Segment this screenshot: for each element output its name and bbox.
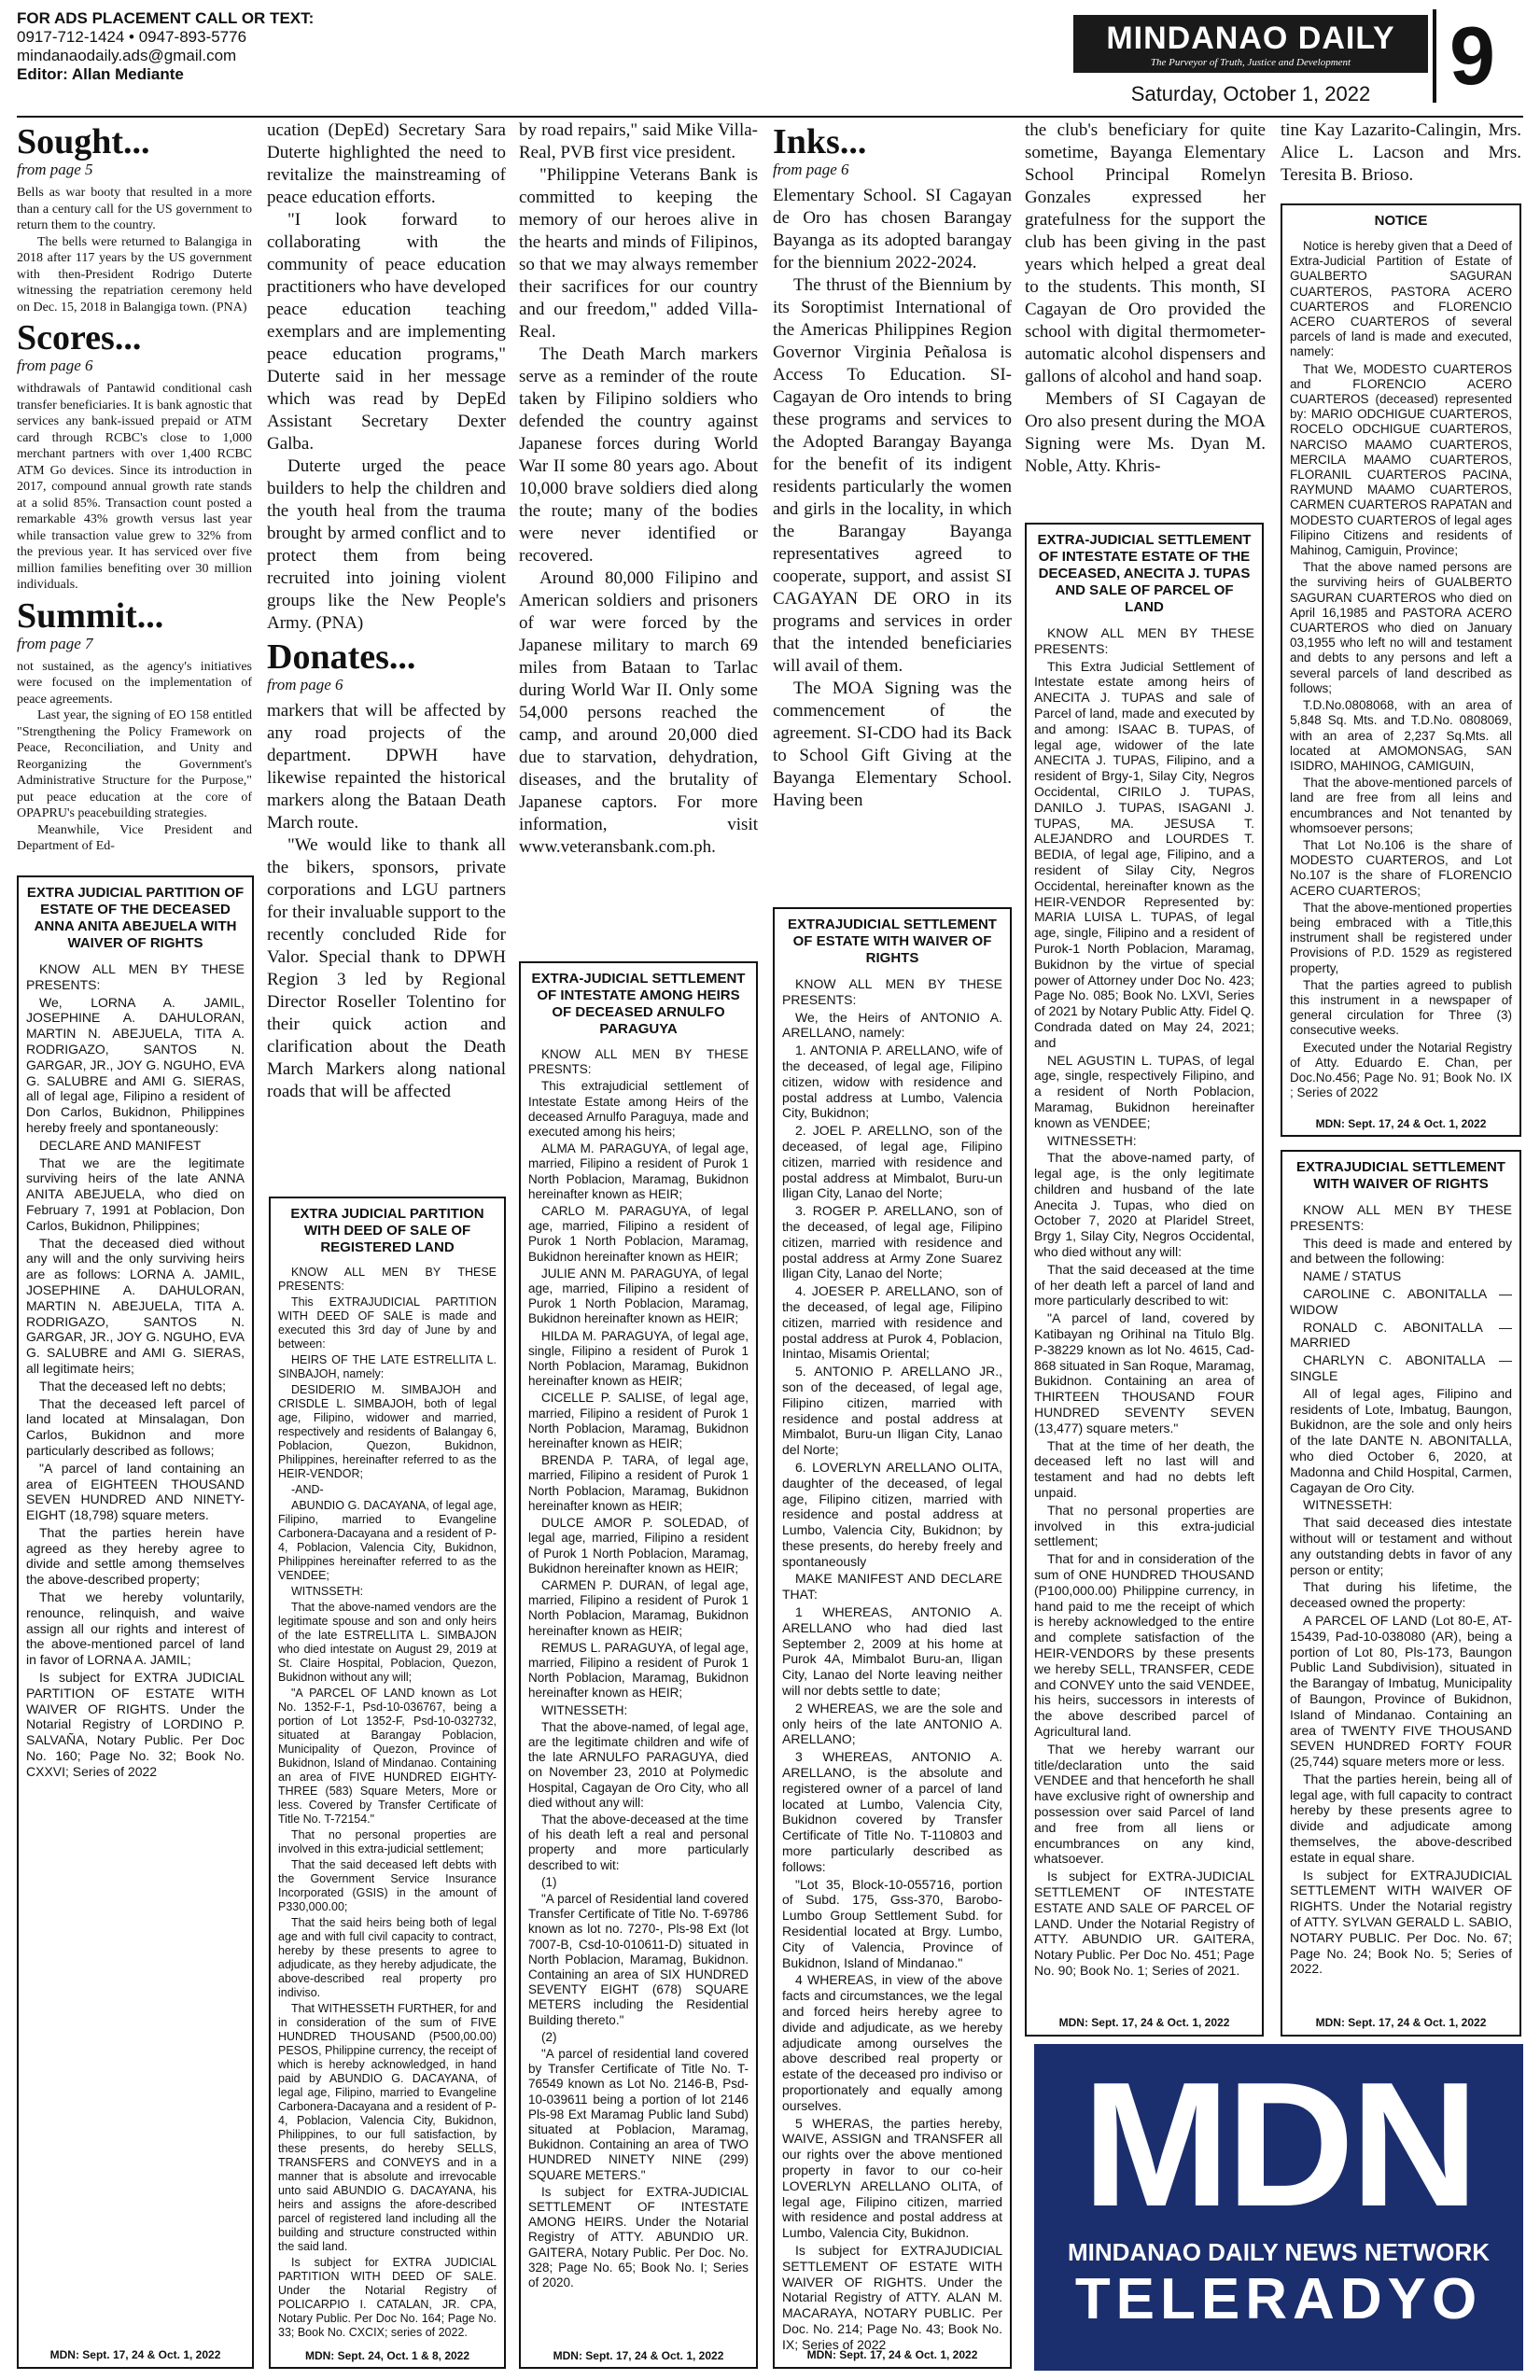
notice-simbajoh (269, 1197, 506, 2369)
notice-paragraph: That the above named persons are the surviving heirs of GUALBERTO SAGURAN CUARTEROS who died on April 16,1985 and PASTORA ACERO CUARTEROS who died on January 03,1955 who left no will and testament and debts to any persons and left a several parcels of land described as follows; (1290, 560, 1512, 695)
issue-date: Saturday, October 1, 2022 (1130, 82, 1371, 105)
notice-title: EXTRA JUDICIAL PARTITION WITH DEED OF SALE OF REGISTERED LAND (290, 1206, 484, 1255)
notice-tupas (1025, 523, 1264, 2037)
notice-paragraph: HEIRS OF THE LATE ESTRELLITA L. SINBAJOH, namely: (278, 1353, 497, 1380)
notice-paragraph: 4. JOESER P. ARELLANO, son of the deceased, of legal age, Filipino citizen, married with residence and postal address at Purok 4, Poblacion, Inintao, Misamis Oriental; (782, 1283, 1002, 1362)
notice-paragraph: That the deceased died without any will and the only surviving heirs are as follows: LORNA A. JAMIL, JOSEPHINE A. DAHULORAN, MARTIN N. ABEJUELA, TITA A. RODRIGAZO, SANTOS N. GARGAR, JR., JOY G. NGUHO, EVA G. SALUBRE and AMI G. SIERAS, all legitimate heirs; (26, 1235, 245, 1376)
donates2-p1: by road repairs," said Mike Villa-Real, PVB first vice president. (519, 120, 758, 162)
summit-p1: not sustained, as the agency's initiatives were focused on the implementation of peace agreements. (17, 659, 252, 707)
notice-paragraph: -AND- (291, 1483, 324, 1496)
notice-paragraph: That the said heirs being both of legal age and with full civil capacity to contract, hereby by these presents to agree to adjudicate, as they hereby adjudicate, the above-described real property pro indiviso. (278, 1916, 497, 1999)
column-4 (773, 119, 1012, 812)
notice-paragraph: That the deceased left parcel of land located at Minsalagan, Don Carlos, Bukidnon and more particularly described as follows; (26, 1395, 245, 1458)
notice-paragraph: Is subject for EXTRAJUDICIAL SETTLEMENT OF ESTATE WITH WAIVER OF RIGHTS. Under the Notarial Registry of ATTY. ALAN M. MACARAYA, NOTARY PUBLIC. Per Doc. No. 214; Page No. 43; Book No. IX; Series of 2022 (782, 2242, 1002, 2352)
summit-p3: Meanwhile, Vice President and Department of Ed- (17, 822, 252, 853)
notice-paragraph: DECLARE AND MANIFEST (39, 1137, 202, 1153)
inks-from: from page 6 (773, 161, 849, 178)
notice-paragraph: "Lot 35, Block-10-055716, portion of Subd. 175, Gss-370, Barobo-Lumbo Group Settlement Subd. for Residential located at Brgy. Lumbo, City of Valencia, Province of Bukidnon, Island of Mindanao." (782, 1876, 1002, 1970)
ads-line: FOR ADS PLACEMENT CALL OR TEXT: (17, 9, 315, 27)
notice-paragraph: Is subject for EXTRA-JUDICIAL SETTLEMENT OF INTESTATE ESTATE AND SALE OF PARCEL OF LAND. Under the Notarial Registry of ATTY. ABUNDIO UR. GAITERA, Notary Public. Per Doc No. 451; Page No. 90; Book No. 1; Series of 2021. (1034, 1869, 1254, 1978)
notice-paragraph: 3. ROGER P. ARELLANO, son of the deceased, of legal age, Filipino citizen, married with residence and postal address at Army Zone Suarez Iligan City, Lanao del Norte; (782, 1203, 1002, 1281)
notice-paragraph: CAROLINE C. ABONITALLA — WIDOW (1290, 1285, 1512, 1317)
notice-paragraph: That for and in consideration of the sum of ONE HUNDRED THOUSAND (P100,000.00) Philippine currency, in hand paid to me the receipt of which is hereby acknowledged to the entire and complete satisfaction of the HEIR-VENDORS by these presents we hereby SELL, TRANSFER, CEDE and CONVEY unto the said VENDEE, his heirs, successors in interests of the above described parcel of Agricultural land. (1034, 1551, 1254, 1739)
masthead-logo (1073, 15, 1428, 73)
column-1 (17, 119, 252, 855)
notice-publication-dates: MDN: Sept. 24, Oct. 1 & 8, 2022 (304, 2349, 470, 2362)
notice-paragraph: WITNESSETH: (1047, 1132, 1137, 1148)
notice-paragraph: 1. ANTONIA P. ARELLANO, wife of the deceased, of legal age, Filipino citizen, widow with residence and postal address at Lumbo, Valencia City, Bukidnon; (782, 1043, 1002, 1121)
ads-contact (17, 9, 521, 84)
notice-paragraph: That the parties herein, being all of legal age, with full capacity to contract hereby by these presents agree to divide and adjudicate among themselves, the above-described estate in equal share. (1290, 1771, 1512, 1865)
notice-cuarteros (1281, 203, 1521, 1137)
notice-paragraph: Executed under the Notarial Registry of Atty. Eduardo E. Chan, per Doc.No.456; Page No. 91; Book No. IX ; Series of 2022 (1290, 1040, 1512, 1100)
summit-kicker: Summit... (17, 595, 164, 636)
notice-paragraph: This extrajudicial settlement of Intestate Estate among Heirs of the deceased Arnulfo Paraguya, made and executed among his heirs; (528, 1079, 749, 1140)
mdn-logo: MDN (1082, 2046, 1476, 2244)
sought-p2: The bells were returned to Balangiga in 2018 after 117 years by the US government with then-President Rodrigo Duterte witnessing the repatriation ceremony held on Dec. 15, 2018 in Balangiga town. (PNA) (17, 234, 252, 315)
notice-title: NOTICE (1374, 213, 1428, 229)
notice-paragraph: T.D.No.0808068, with an area of 5,848 Sq. Mts. and T.D.No. 0808069, with an area of 2,237 Sq.Mts. all located at AMOMONSAG, SAN ISIDRO, MAHINOG, CAMIGUIN, (1290, 698, 1512, 773)
notice-paragraph: 5 WHERAS, the parties hereby, WAIVE, ASSIGN and TRANSFER all our rights over the above mentioned property in favor to our co-heir LOVERLYN ARELLANO OLITA, of legal age, Filipino citizen, married with residence and postal address at Lumbo, Valencia City, Bukidnon. (782, 2115, 1002, 2241)
inks-kicker: Inks... (773, 122, 867, 161)
notice-paragraph: "A PARCEL OF LAND known as Lot No. 1352-F-1, Psd-10-036767, being a portion of Lot 1352-F, Psd-10-032732, situated at Barangay Poblacion, Municipality of Quezon, Province of Bukidnon, Island of Mindanao. Containing an area of FIVE HUNDRED EIGHTY-THREE (583) Square Meters, More or less. Covered by Transfer Certificate of Title No. T-72154." (278, 1687, 497, 1826)
notice-paragraph: That the above-named party, of legal age, is the only legitimate children and husband of the late Anecita J. Tupas, who died on October 7, 2020 at Plaridel Street, Brgy 1, Silay City, Negros Occidental, who died without any will: (1034, 1150, 1254, 1260)
notice-abonitalla (1281, 1150, 1521, 2037)
notice-paragraph: That the parties herein have agreed as they hereby agree to divide and settle among themselves the above-described property; (26, 1524, 245, 1588)
notice-paragraph: KNOW ALL MEN BY THESE PRESENTS: (278, 1266, 497, 1293)
notice-paragraph: 5. ANTONIO P. ARELLANO JR., son of the deceased, of legal age, Filipino citizen, married with residence and postal address at Mimbalot, Buru-un Iligan City, Lanao del Norte; (782, 1364, 1002, 1458)
notice-paragraph: MAKE MANIFEST AND DECLARE THAT: (782, 1571, 1002, 1603)
scores-from: from page 6 (17, 357, 93, 374)
notice-paragraph: "A parcel of land, covered by Katibayan ng Orihinal na Titulo Blg. P-38229 known as lot No. 4615, Cad-868 situated in San Roque, Maramag, Bukidnon. Containing an area of THIRTEEN THOUSAND FOUR HUNDRED SEVENTY SEVEN (13,477) square meters." (1034, 1310, 1254, 1435)
notice-paragraph: That the above-named vendors are the legitimate spouse and son and only heirs of the late ESTRELLITA L. SIMBAJON who died intestate on August 29, 2019 at St. Claire Hospital, Poblacion, Quezon, Bukidnon without any will; (278, 1601, 497, 1684)
notice-publication-dates: MDN: Sept. 17, 24 & Oct. 1, 2022 (1315, 2016, 1487, 2030)
notice-paragraph: That the said deceased left debts with the Government Service Insurance Incorporated (GSIS) in the amount of P330,000.00; (278, 1858, 497, 1913)
notice-paragraph: HILDA M. PARAGUYA, of legal age, single, Filipino a resident of Purok 1 North Poblacion, Maramag, Bukidnon hereinafter known as HEIR; (528, 1328, 749, 1389)
notice-paragraph: Is subject for EXTRA JUDICIAL PARTITION WITH DEED OF SALE. Under the Notarial Registry of POLICARPIO I. CATALAN, JR. CPA, Notary Public. Per Doc No. 164; Page No. 33; Book No. CXCIX; series of 2022. (278, 2256, 497, 2339)
ads-phones: 0917-712-1424 • 0947-893-5776 (17, 28, 247, 46)
editor-line: Editor: Allan Mediante (17, 65, 184, 83)
notice-paragraph: 4 WHEREAS, in view of the above facts and circumstances, we the legal and forced heirs hereby agree to divide and adjudicate, as we hereby adjudicate among ourselves the above described real property or estate of the deceased pro indiviso or proportionately and equally among ourselves. (782, 1972, 1002, 2113)
summit2-p1: ucation (DepEd) Secretary Sara Duterte highlighted the need to revitalize the mainstreaming of peace education efforts. (267, 120, 506, 207)
notice-paragraph: That during his lifetime, the deceased owned the property: (1290, 1579, 1512, 1611)
notice-paragraph: That the above-mentioned properties being embraced with a Title,this instrument shall be registered under Provisions of P.D. 1529 as registered property, (1290, 900, 1512, 975)
inks-p1: Elementary School. SI Cagayan de Oro has chosen Barangay Bayanga as its adopted barangay for the biennium 2022-2024. (773, 186, 1012, 273)
notice-paragraph: "A parcel of residential land covered by Transfer Certificate of Title No. T-76549 known as Lot No. 2146-B, Psd-10-039611 being a portion of lot 2146 Pls-98 Ext Maramag Public land Subd) situated at Poblacion, Maramag, Bukidnon. Containing an area of TWO HUNDRED NINETY NINE (299) SQUARE METERS." (528, 2047, 749, 2182)
summit2-p2: "I look forward to collaborating with the community of peace education practitioners who have developed peace education teaching exemplars and are implementing peace education programs," Duterte said in her message which was read by DepEd Assistant Secretary Dexter Galba. (267, 210, 506, 454)
notice-paragraph: 1 WHEREAS, ANTONIO A. ARELLANO who had died last September 2, 2009 at his home at Purok 4A, Mimbalot Buru-an, Iligan City, Lanao del Norte leaving neither will nor debts settle to date; (782, 1604, 1002, 1699)
notice-paragraph: CHARLYN C. ABONITALLA — SINGLE (1290, 1352, 1512, 1383)
notice-paragraph: Is subject for EXTRA-JUDICIAL SETTLEMENT OF INTESTATE AMONG HEIRS. Under the Notarial Registry of ATTY. ABUNDIO UR. GAITERA, Notary Public. Per Doc. No. 328; Page No. 65; Book No. I; Series of 2020. (528, 2184, 749, 2290)
notice-paragraph: That WITHESSETH FURTHER, for and in consideration of the sum of FIVE HUNDRED THOUSAND (P500,00.00) PESOS, Philippine currency, the receipt of which is hereby acknowledged, in hand paid by ABUNDIO G. DACAYANA, of legal age, Filipino, married to Evangeline Carbonera-Dacayana and a resident of P-4, Poblacion, Valencia City, Bukidnon, Philippines, to our full satisfaction, by these presents, do hereby SELLS, TRANSFERS and CONVEYS and in a manner that is absolute and irrevocable unto said ABUNDIO G. DACAYANA, his heirs and assigns the afore-described parcel of registered land including all the building and structure constructed within the said land. (278, 2002, 497, 2253)
mdn-teleradyo: TELERADYO (1074, 2267, 1483, 2331)
notice-paragraph: NAME / STATUS (1303, 1268, 1402, 1284)
notice-publication-dates: MDN: Sept. 17, 24 & Oct. 1, 2022 (553, 2348, 724, 2362)
sought-from: from page 5 (17, 161, 93, 178)
notice-paragraph: KNOW ALL MEN BY THESE PRESENTS: (1290, 1202, 1512, 1233)
notice-paragraph: That We, MODESTO CUARTEROS and FLORENCIO ACERO CUARTEROS (deceased) represented by: MARIO ODCHIGUE CUARTEROS, ROCELO ODCHIGUE CUARTEROS, NARCISO MAAMO CUARTEROS, MERCILA MAAMO CUARTEROS, FLORANIL CUARTEROS PACINA, RAYMUND MAAMO CUARTEROS, CARMEN CUARTEROS RAPATAN and MODESTO CUARTEROS of legal ages Filipino Citizens and residents of Mahinog, Camiguin, Province; (1290, 361, 1512, 558)
notice-paragraph: That the above-named, of legal age, are the legitimate children and wife of the late ARNULFO PARAGUYA, died on November 23, 2010 at Polymedic Hospital, Cagayan de Oro City, who all died without any will: (528, 1719, 749, 1810)
notice-paragraph: This Extra Judicial Settlement of Intestate estate among heirs of ANECITA J. TUPAS and sale of Parcel of land, made and executed by and among: ISAAC B. TUPAS, of legal age, widower of the late ANECITA J. TUPAS, Filipino, and a resident of Brgy-1, Silay City, Negros Occidental, CIRILO J. TUPAS, DANILO J. TUPAS, ISAGANI J. TUPAS, MA. JESUSA T. ALEJANDRO and LOURDES T. BEDIA, of legal age, Filipino, and a resident of Silay City, Negros Occidental, hereinafter known as the HEIR-VENDOR Represented by: MARIA LUISA L. TUPAS, of legal age, single, Filipino and a resident of Purok-1 North Poblacion, Maramag, Bukidnon by the virtue of special power of Attorney under Doc No. 423; Page No. 085; Book No. LXVI, Series of 2021 by Notary Public Atty. Fidel Q. Condrada dated on May 24, 2021; and (1034, 658, 1254, 1050)
notice-paragraph: ABUNDIO G. DACAYANA, of legal age, Filipino, married to Evangeline Carbonera-Dacayana and a resident of P-4, Poblacion, Valencia City, Bukidnon, Philippines hereinafter referred to as the VENDEE; (278, 1499, 497, 1582)
notice-arellano (773, 907, 1012, 2369)
donates-p1: markers that will be affected by any road projects of the department. DPWH have likewise repainted the historical markers along the Bataan Death March route. (267, 701, 506, 833)
summit2-p3: Duterte urged the peace builders to help the children and the youth heal from the trauma brought by armed conflict and to protect them from being recruited into joining violent groups like the New People's Army. (PNA) (267, 456, 506, 633)
sought-p1: Bells as war booty that resulted in a more than a century call for the US government to return them to the country. (17, 186, 252, 232)
notice-paragraph: NEL AGUSTIN L. TUPAS, of legal age, single, respectively Filipino, and a resident of North Poblacion, Maramag, Bukidnon hereinafter known as VENDEE; (1034, 1052, 1254, 1130)
column-3 (519, 119, 758, 859)
notice-paragraph: We, the Heirs of ANTONIO A. ARELLANO, namely: (782, 1009, 1002, 1041)
notice-paragraph: (1) (541, 1874, 557, 1889)
notice-title: EXTRA JUDICIAL PARTITION OF ESTATE OF THE DECEASED ANNA ANITA ABEJUELA WITH WAIVER OF RIGHTS (26, 885, 245, 951)
donates2-p2: "Philippine Veterans Bank is committed to keeping the memory of our heroes alive in the hearts and minds of Filipinos, so that we may always remember their sacrifices for our country and our freedom," added Villa-Real. (519, 165, 758, 342)
inks3-p1: tine Kay Lazarito-Calingin, Mrs. Alice L. Lacson and Mrs. Teresita B. Brioso. (1281, 120, 1521, 185)
notice-paragraph: RONALD C. ABONITALLA — MARRIED (1290, 1319, 1512, 1351)
notice-paragraph: That the said deceased at the time of her death left a parcel of land and more particularly described to wit: (1034, 1261, 1254, 1309)
notice-paragraph: "A parcel of land containing an area of EIGHTEEN THOUSAND SEVEN HUNDRED AND NINETY-EIGHT (18,798) square meters. (26, 1460, 245, 1523)
notice-paragraph: WITNESSETH: (541, 1702, 628, 1717)
column-6 (1281, 119, 1521, 187)
notice-title: EXTRA-JUDICIAL SETTLEMENT OF INTESTATE AMONG HEIRS OF DECEASED ARNULFO PARAGUYA (531, 971, 746, 1037)
notice-paragraph: That the parties agreed to publish this instrument in a newspaper of general circulation for Three (3) consecutive weeks. (1290, 977, 1512, 1038)
inks-p3: The MOA Signing was the commencement of the agreement. SI-CDO had its Back to School Gift Giving at the Bayanga Elementary School. Having been (773, 679, 1012, 810)
notice-paragraph: 2 WHEREAS, we are the sole and only heirs of the late ANTONIO A. ARELLANO; (782, 1700, 1002, 1747)
notice-paragraph: That the above-mentioned parcels of land are free from all leins and encumbrances and Not tenanted by whomsoever persons; (1290, 776, 1512, 835)
notice-paragraph: 2. JOEL P. ARELLNO, son of the deceased, of legal age, Filipino citizen, married with residence and postal address at Mimbalot, Buru-un Iligan City, Lanao del Norte; (782, 1123, 1002, 1201)
notice-paragraph: Is subject for EXTRA JUDICIAL PARTITION OF ESTATE WITH WAIVER OF RIGHTS. Under the Notarial Registry of LORDINO P. SALVAÑA, Notary Public. Per Doc No. 160; Page No. 32; Book No. CXXVI; Series of 2022 (26, 1670, 245, 1779)
donates2-p4: Around 80,000 Filipino and American soldiers and prisoners of war were forced by the Japanese military to march 69 miles from Bataan to Tarlac during World War II. Only some 54,000 persons reached the camp, and around 20,000 died due to starvation, dehydration, diseases, and the brutality of Japanese captors. For more information, visit www.veteransbank.com.ph. (519, 568, 758, 857)
notice-paragraph: That the above-deceased at the time of his death left a real and personal property and more particularly described to wit: (528, 1812, 749, 1872)
notice-paraguya (519, 961, 758, 2369)
notice-publication-dates: MDN: Sept. 17, 24 & Oct. 1, 2022 (1315, 1116, 1487, 1130)
notice-paragraph: We, LORNA A. JAMIL, JOSEPHINE A. DAHULORAN, MARTIN N. ABEJUELA, TITA A. RODRIGAZO, SANTOS N. GARGAR, JR., JOY G. NGUHO, EVA G. SALUBRE and AMI G. SIERAS, all of legal age, Filipino a resident of Don Carlos, Bukidnon, Philippines hereby freely and spontaneously: (26, 994, 245, 1135)
scores-kicker: Scores... (17, 318, 142, 357)
notice-paragraph: A PARCEL OF LAND (Lot 80-E, AT-15439, Pad-10-038080 (AR), being a portion of Lot 80, Pls-173, Baungon Public Land Subdivision), situated in the Barangay of Imbatug, Municipality of Baungon, Province of Bukidnon, Island of Mindanao. Containing an area of TWENTY FIVE THOUSAND SEVEN HUNDRED FORTY FOUR (25,744) square meters more or less. (1290, 1612, 1512, 1770)
notice-paragraph: ALMA M. PARAGUYA, of legal age, married, Filipino a resident of Purok 1 North Poblacion, Maramag, Bukidnon hereinafter known as HEIR; (528, 1141, 749, 1201)
notice-paragraph: BRENDA P. TARA, of legal age, married, Filipino a resident of Purok 1 North Poblacion, Maramag, Bukidnon hereinafter known as HEIR; (528, 1453, 749, 1513)
inks-p2: The thrust of the Biennium by its Soroptimist International of the Americas Philippines Region Governor Virginia Peñalosa is Access To Education. SI-Cagayan de Oro intends to bring these programs and services to the Adopted Barangay Bayanga for the benefit of its indigent residents particularly the women and girls in the locality, in which the Barangay Bayanga representatives agreed to cooperate, support, and assist SI CAGAYAN DE ORO in its programs and services in order that the intended beneficiaries will avail of them. (773, 275, 1012, 676)
notice-paragraph: KNOW ALL MEN BY THESE PRESENTS: (1034, 625, 1254, 656)
notice-paragraph: 3 WHEREAS, ANTONIO A. ARELLANO, is the absolute and registered owner of a parcel of land located at Lumbo, Valencia City, Bukidnon covered by Transfer Certificate of Title No. T-110803 and more particularly described as follows: (782, 1749, 1002, 1874)
notice-paragraph: That the deceased left no debts; (39, 1378, 227, 1393)
column-5 (1025, 119, 1266, 478)
notice-paragraph: (2) (541, 2029, 557, 2044)
notice-paragraph: This EXTRAJUDICIAL PARTITION WITH DEED OF SALE is made and executed this 3rd day of June by and between: (278, 1295, 497, 1351)
notice-paragraph: DESIDERIO M. SIMBAJOH and CRISDLE L. SIMBAJOH, both of legal age, Filipino, widower and married, respectively and residents of Balangay 6, Poblacion, Quezon, Bukidnon, Philippines, hereinafter referred to as the HEIR-VENDOR; (278, 1383, 497, 1480)
notice-paragraph: That Lot No.106 is the share of MODESTO CUARTEROS, and Lot No.107 is the share of FLORENCIO ACERO CUARTEROS; (1290, 837, 1512, 898)
notice-paragraph: That we are the legitimate surviving heirs of the late ANNA ANITA ABEJUELA, who died on February 7, 1991 at Poblacion, Don Carlos, Bukidnon, Philippines; (26, 1155, 245, 1233)
donates-kicker: Donates... (267, 637, 416, 677)
inks2-p1: the club's beneficiary for quite sometime, Bayanga Elementary School Principal Romelyn Gonzales expressed her gratefulness for the support the club has been giving in the past years which helped a great deal to the students. This month, SI Cagayan de Oro provided the school with digital thermometer-automatic alcohol dispensers and gallons of alcohol and hand soap. (1025, 120, 1266, 386)
notice-paragraph: CARMEN P. DURAN, of legal age, married, Filipino a resident of Purok 1 North Poblacion, Maramag, Bukidnon hereinafter known as HEIR; (528, 1577, 749, 1638)
notice-paragraph: All of legal ages, Filipino and residents of Lote, Imbatug, Baungon, Bukidnon, are the sole and only heirs of the late DANTE N. ABONITALLA, who died October 6, 2020, at Madonna and Child Hospital, Carmen, Cagayan de Oro City. (1290, 1385, 1512, 1495)
notice-paragraph: CICELLE P. SALISE, of legal age, married, Filipino a resident of Purok 1 North Poblacion, Maramag, Bukidnon hereinafter known as HEIR; (528, 1391, 749, 1451)
notice-paragraph: JULIE ANN M. PARAGUYA, of legal age, married, Filipino a resident of Purok 1 North Poblacion, Maramag, Bukidnon hereinafter known as HEIR; (528, 1266, 749, 1326)
notice-paragraph: CARLO M. PARAGUYA, of legal age, married, Filipino a resident of Purok 1 North Poblacion, Maramag, Bukidnon hereinafter known as HEIR; (528, 1204, 749, 1264)
notice-paragraph: WITNSSETH: (291, 1585, 364, 1598)
summit-from: from page 7 (17, 634, 93, 652)
sought-kicker: Sought... (17, 122, 150, 161)
notice-paragraph: Notice is hereby given that a Deed of Extra-Judicial Partition of Estate of GUALBERTO SAGURAN CUARTEROS, PASTORA ACERO CUARTEROS and FLORENCIO ACERO CUARTEROS of several parcels of land is made and executed, namely: (1290, 239, 1512, 359)
notice-title: EXTRA-JUDICIAL SETTLEMENT OF INTESTATE ESTATE OF THE DECEASED, ANECITA J. TUPAS AND SALE OF PARCEL OF LAND (1037, 532, 1252, 615)
mdn-network-name: MINDANAO DAILY NEWS NETWORK (1067, 2238, 1491, 2266)
notice-title: EXTRAJUDICIAL SETTLEMENT WITH WAIVER OF RIGHTS (1296, 1159, 1505, 1192)
notice-paragraph: 6. LOVERLYN ARELLANO OLITA, daughter of the deceased, of legal age, Filipino citizen, married with residence and postal address at Lumbo, Valencia City, Bukidnon; by these presents, do hereby freely and spontaneously (782, 1459, 1002, 1569)
notice-paragraph: That we hereby voluntarily, renounce, relinquish, and waive assign all our rights and interest of the above-mentioned parcel of land in favor of LORNA A. JAMIL; (26, 1589, 245, 1668)
donates-p2: "We would like to thank all the bikers, sponsors, private corporations and LGU partners for their invaluable support to the recently concluded Ride for Valor. Special thank to DPWH Region 3 led by Regional Director Roseller Tolentino for their quick action and clarification about the Death March Markers along national roads that will be affected (267, 835, 506, 1101)
ads-email: mindanaodaily.ads@gmail.com (17, 47, 237, 64)
masthead (1073, 9, 1495, 118)
notice-paragraph: Is subject for EXTRAJUDICIAL SETTLEMENT WITH WAIVER OF RIGHTS. Under the Notarial registry of ATTY. SYLVAN GERALD L. SABIO, NOTARY PUBLIC. Per Doc. No. 67; Page No. 24; Book No. 5; Series of 2022. (1290, 1867, 1512, 1977)
notice-paragraph: That no personal properties are involved in this extra-judicial settlement; (278, 1828, 497, 1855)
header-rule (17, 116, 1523, 118)
notice-publication-dates: MDN: Sept. 17, 24 & Oct. 1, 2022 (806, 2348, 978, 2362)
notice-paragraph: KNOW ALL MEN BY THESE PRESENTS: (782, 976, 1002, 1007)
mdn-teleradyo-ad (1034, 2044, 1523, 2371)
notice-paragraph: That we hereby warrant our title/declaration unto the said VENDEE and that henceforth he shall have exclusive right of ownership and possession over said Parcel of land and free from all liens or encumbrances on any kind, whatsoever. (1034, 1741, 1254, 1867)
notice-paragraph: KNOW ALL MEN BY THESE PRESENTS: (26, 961, 245, 992)
notice-paragraph: DULCE AMOR P. SOLEDAD, of legal age, married, Filipino a resident of Purok 1 North Poblacion, Maramag, Bukidnon hereinafter known as HEIR; (528, 1516, 749, 1575)
notice-paragraph: WITNESSETH: (1303, 1497, 1393, 1513)
notice-paragraph: That no personal properties are involved in this extra-judicial settlement; (1034, 1502, 1254, 1549)
notice-publication-dates: MDN: Sept. 17, 24 & Oct. 1, 2022 (49, 2348, 221, 2362)
donates2-p3: The Death March markers serve as a reminder of the route taken by Filipino soldiers who defended the country against Japanese forces during World War II some 80 years ago. About 10,000 brave soldiers died along the route; many of the bodies were never identified or recovered. (519, 344, 758, 566)
notice-publication-dates: MDN: Sept. 17, 24 & Oct. 1, 2022 (1058, 2016, 1230, 2030)
notice-paragraph: That at the time of her death, the deceased left no last will and testament and had no debts left unpaid. (1034, 1437, 1254, 1501)
notice-abejuela (17, 875, 254, 2369)
scores-p1: withdrawals of Pantawid conditional cash transfer beneficiaries. It is bank agnostic that services any bank-issued prepaid or ATM card through RCBC's close to 1,000 merchant partners with over 1,400 RCBC ATM Go devices. Since its introduction in 2017, compound annual growth rate stands at a solid 85%. Transaction count posted a remarkable 43% growth versus last year while transaction value grew to 32% from the previous year. It has serviced over five million families benefiting over 30 million individuals. (17, 382, 252, 592)
notice-paragraph: REMUS L. PARAGUYA, of legal age, married, Filipino a resident of Purok 1 North Poblacion, Maramag, Bukidnon hereinafter known as HEIR; (528, 1640, 749, 1701)
page-number: 9 (1433, 9, 1495, 103)
summit-p2: Last year, the signing of EO 158 entitled "Strengthening the Policy Framework on Peace, Reconciliation, and Unity and Reorganizing the Government's Administrative Structure for the Purpose," put peace education at the core of OPAPRU's peacebuilding strategies. (17, 708, 252, 820)
donates-from: from page 6 (267, 676, 343, 693)
inks2-p2: Members of SI Cagayan de Oro also present during the MOA Signing were Ms. Dyan M. Noble, Atty. Khris- (1025, 389, 1266, 476)
notice-paragraph: This deed is made and entered by and between the following: (1290, 1235, 1512, 1267)
notice-paragraph: That said deceased dies intestate without will or testament and without any outstanding debts in favor of any person or entity; (1290, 1515, 1512, 1577)
notice-title: EXTRAJUDICIAL SETTLEMENT OF ESTATE WITH WAIVER OF RIGHTS (788, 917, 997, 966)
notice-paragraph: "A parcel of Residential land covered Transfer Certificate of Title No. T-69786 known as lot no. 7270-, Pls-98 Ext (lot 7007-B, Csd-10-010611-D) situated in North Poblacion, Maramag, Bukidnon. Containing an area of SIX HUNDRED SEVENTY EIGHT (678) SQUARE METERS including the Residential Building thereto." (528, 1891, 749, 2027)
masthead-title: MINDANAO DAILY (1106, 21, 1395, 56)
column-2 (267, 119, 506, 1103)
masthead-tagline: The Purveyor of Truth, Justice and Development (1150, 57, 1351, 68)
notice-paragraph: KNOW ALL MEN BY THESE PRESNTS: (528, 1047, 749, 1077)
